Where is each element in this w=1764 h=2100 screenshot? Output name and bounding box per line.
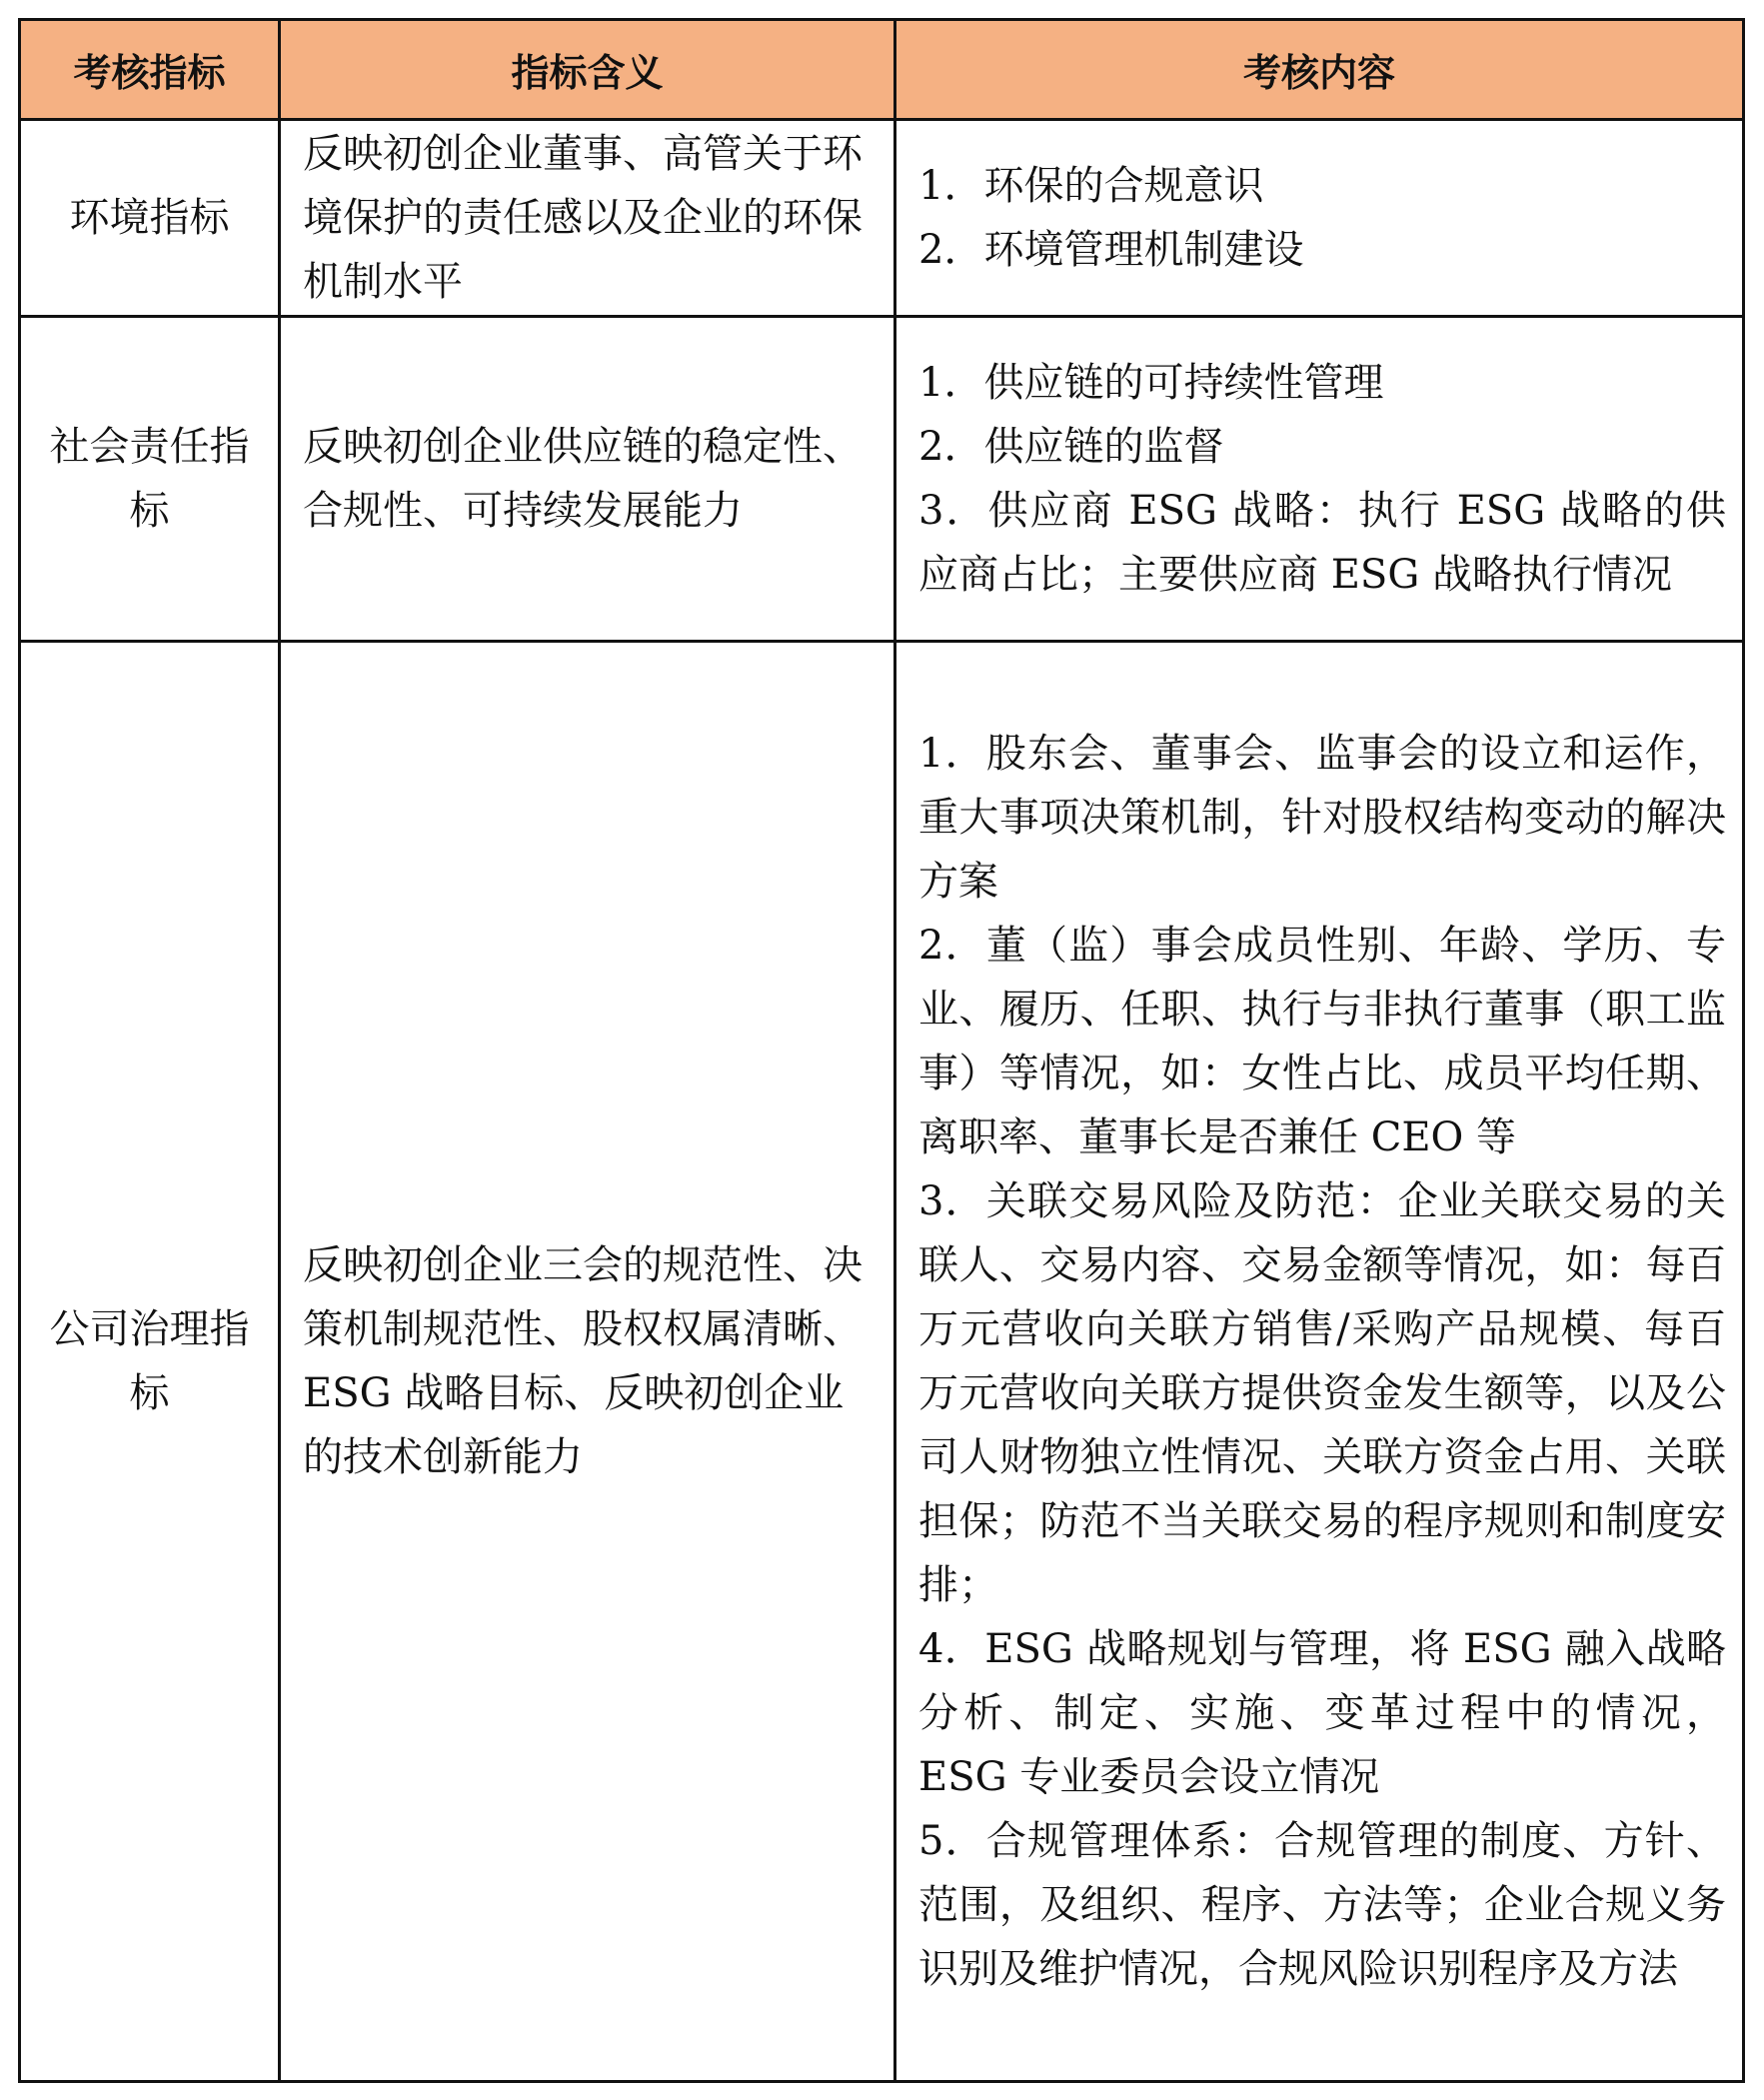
content-item: 3．供应商 ESG 战略：执行 ESG 战略的供应商占比；主要供应商 ESG 战略执行情况 — [918, 488, 1726, 598]
table-row — [20, 642, 1744, 2082]
indicator-content — [895, 642, 1744, 2082]
content-item: 2．供应链的监督 — [918, 424, 1224, 470]
table-row — [20, 317, 1744, 642]
header-content: 考核内容 — [895, 20, 1744, 120]
content-item: 1．供应链的可持续性管理 — [918, 360, 1384, 406]
indicator-meaning: 反映初创企业董事、高管关于环境保护的责任感以及企业的环保机制水平 — [280, 120, 895, 317]
table-header-row — [20, 20, 1744, 120]
indicator-meaning: 反映初创企业供应链的稳定性、合规性、可持续发展能力 — [280, 317, 895, 642]
indicator-name: 公司治理指标 — [20, 642, 280, 2082]
indicator-content — [895, 317, 1744, 642]
indicator-name: 社会责任指标 — [20, 317, 280, 642]
header-meaning: 指标含义 — [280, 20, 895, 120]
header-indicator: 考核指标 — [20, 20, 280, 120]
content-item: 1．股东会、董事会、监事会的设立和运作，重大事项决策机制，针对股权结构变动的解决方案 — [918, 731, 1726, 905]
indicator-name: 环境指标 — [20, 120, 280, 317]
content-item: 2．董（监）事会成员性别、年龄、学历、专业、履历、任职、执行与非执行董事（职工监事）等情况，如：女性占比、成员平均任期、离职率、董事长是否兼任 CEO 等 — [918, 923, 1726, 1160]
table-row — [20, 120, 1744, 317]
esg-indicator-table — [18, 18, 1745, 2083]
content-item: 5．合规管理体系：合规管理的制度、方针、范围，及组织、程序、方法等；企业合规义务识别及维护情况，合规风险识别程序及方法 — [918, 1818, 1726, 1992]
content-item: 2．环境管理机制建设 — [918, 227, 1304, 273]
content-item: 4．ESG 战略规划与管理，将 ESG 融入战略分析、制定、实施、变革过程中的情况，ESG 专业委员会设立情况 — [918, 1626, 1726, 1800]
content-item: 1．环保的合规意识 — [918, 163, 1264, 209]
content-item: 3．关联交易风险及防范：企业关联交易的关联人、交易内容、交易金额等情况，如：每百万元营收向关联方销售/采购产品规模、每百万元营收向关联方提供资金发生额等，以及公司人财物独立性情况、关联方资金占用、关联担保；防范不当关联交易的程序规则和制度安排； — [918, 1178, 1726, 1608]
indicator-meaning: 反映初创企业三会的规范性、决策机制规范性、股权权属清晰、ESG 战略目标、反映初创企业的技术创新能力 — [280, 642, 895, 2082]
indicator-content — [895, 120, 1744, 317]
